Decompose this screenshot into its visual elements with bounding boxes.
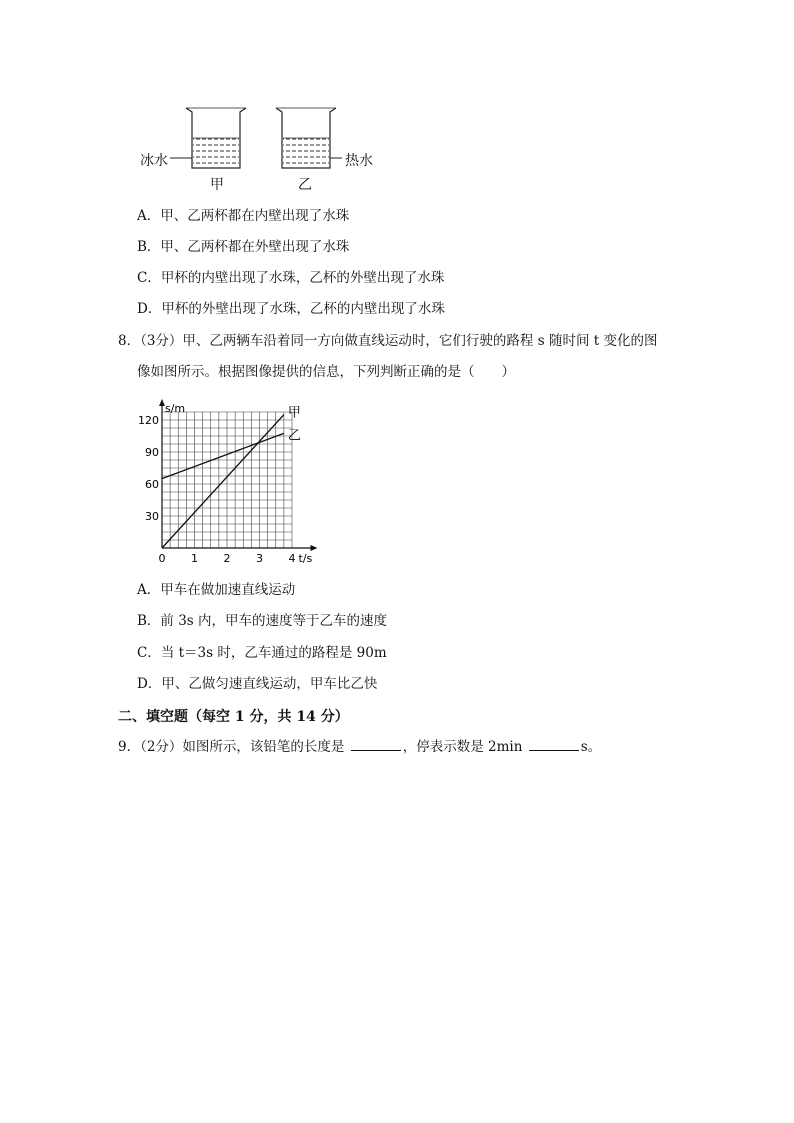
beaker-b bbox=[276, 108, 342, 168]
q8-option-d: D．甲、乙做匀速直线运动，甲车比乙快 bbox=[137, 676, 378, 692]
q9-part2: ，停表示数是 2min bbox=[402, 739, 523, 755]
q8-option-a: A．甲车在做加速直线运动 bbox=[137, 582, 296, 598]
q8-stem-line1: 8．（3分）甲、乙两辆车沿着同一方向做直线运动时，它们行驶的路程 s 随时间 t 变化的图 bbox=[118, 333, 658, 349]
chart-axes bbox=[159, 399, 318, 551]
beaker-a bbox=[170, 108, 246, 168]
q7-option-c: C．甲杯的内壁出现了水珠，乙杯的外壁出现了水珠 bbox=[137, 270, 445, 286]
ice-water-label: 冰水 bbox=[140, 153, 168, 169]
x-axis-arrow bbox=[311, 545, 318, 551]
q7-option-d: D．甲杯的外壁出现了水珠，乙杯的内壁出现了水珠 bbox=[137, 301, 445, 317]
series-line-yi bbox=[162, 433, 284, 478]
x-tick-label: 4 bbox=[288, 552, 296, 565]
hot-water-label: 热水 bbox=[345, 153, 373, 169]
x-tick-label: 1 bbox=[191, 552, 198, 565]
beaker-figure bbox=[130, 100, 390, 195]
y-axis-label: s/m bbox=[165, 402, 186, 415]
series-label-yi: 乙 bbox=[287, 428, 301, 444]
q9-part1: 9．（2分）如图所示，该铅笔的长度是 bbox=[118, 739, 345, 755]
q8-stem-line2: 像如图所示。根据图像提供的信息，下列判断正确的是（ ） bbox=[137, 364, 515, 380]
q9-blank-1[interactable] bbox=[351, 738, 401, 751]
chart-labels bbox=[138, 402, 313, 565]
q7-option-a: A．甲、乙两杯都在内壁出现了水珠 bbox=[137, 208, 350, 224]
st-graph bbox=[135, 398, 335, 568]
q7-option-b: B．甲、乙两杯都在外壁出现了水珠 bbox=[137, 239, 350, 255]
section-title: 二、填空题（每空 1 分，共 14 分） bbox=[118, 709, 349, 725]
chart-series bbox=[162, 415, 284, 548]
x-tick-label: 3 bbox=[256, 552, 263, 565]
y-tick-label: 30 bbox=[145, 510, 159, 523]
q8-option-b: B．前 3s 内，甲车的速度等于乙车的速度 bbox=[137, 613, 388, 629]
x-axis-label: t/s bbox=[298, 552, 313, 565]
cup-a-label: 甲 bbox=[210, 177, 224, 193]
y-tick-label: 90 bbox=[145, 446, 159, 459]
q9-part3: s。 bbox=[580, 739, 602, 755]
q8-option-c: C．当 t＝3s 时，乙车通过的路程是 90m bbox=[137, 645, 387, 661]
cup-b-label: 乙 bbox=[298, 177, 312, 193]
q9-stem bbox=[118, 737, 601, 757]
series-label-jia: 甲 bbox=[287, 405, 301, 421]
y-tick-label: 60 bbox=[145, 478, 159, 491]
q9-blank-2[interactable] bbox=[529, 738, 579, 751]
series-line-jia bbox=[162, 415, 284, 548]
x-tick-label: 2 bbox=[223, 552, 231, 565]
y-tick-label: 120 bbox=[138, 414, 159, 427]
x-tick-label: 0 bbox=[158, 552, 166, 565]
